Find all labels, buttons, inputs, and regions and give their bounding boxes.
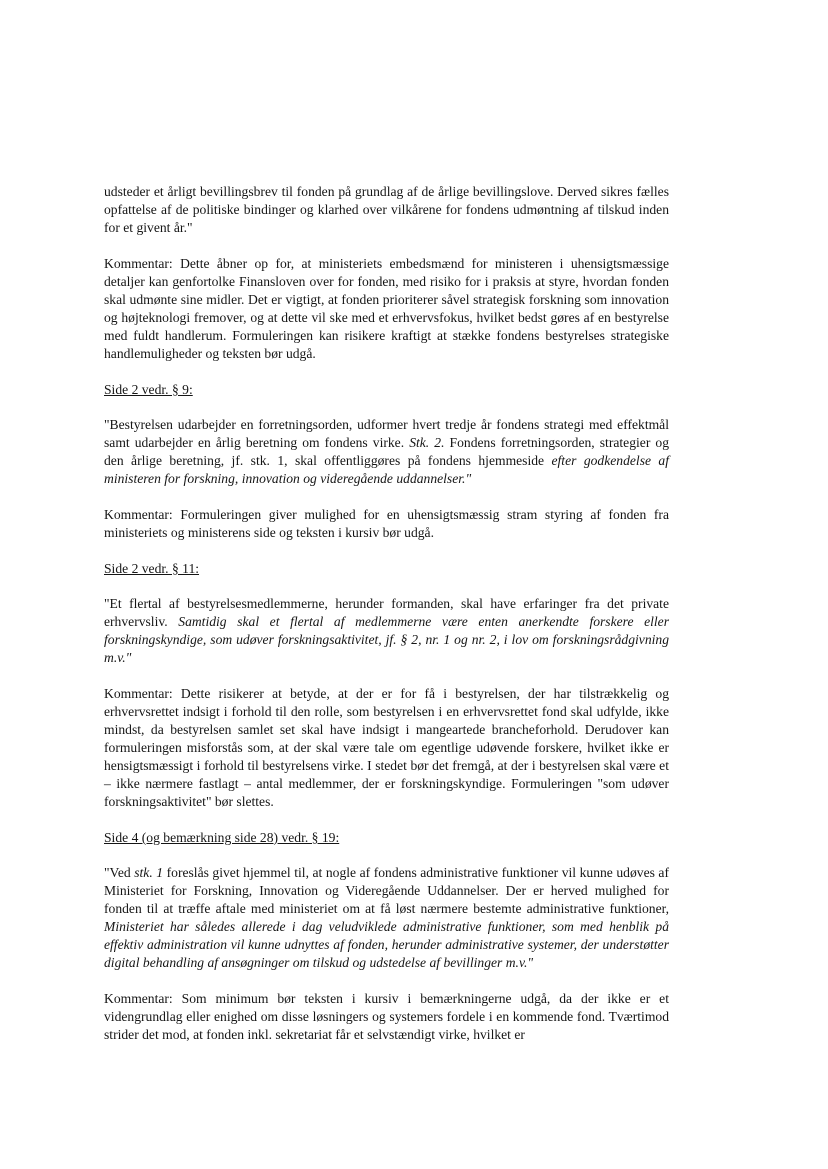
text-run: Fondens forretningsorden, strategier og den årlige beretning, jf. stk. 1, skal offentliggøres på fondens hjemmeside: [104, 435, 670, 468]
paragraph: [104, 255, 669, 363]
italic-text: stk. 1: [134, 865, 164, 880]
italic-text: efter godkendelse af ministeren for forskning, innovation og videregående uddannelser.": [104, 453, 670, 486]
paragraph: [104, 506, 669, 542]
italic-text: Stk. 2.: [409, 435, 445, 450]
paragraph: [104, 685, 669, 811]
paragraph: [104, 416, 669, 488]
section-heading: Side 4 (og bemærkning side 28) vedr. § 19:: [104, 830, 340, 845]
text-run: Kommentar: Dette åbner op for, at ministeriets embedsmænd for ministeren i uhensigtsmæssige detaljer kan genfortolke Finansloven over for fonden, med risiko for i praksis at styre, hvordan fonden skal udmønte sine midler. Det er vigtigt, at fonden prioriterer såvel strategisk forskning som innovation og højteknologi fremover, og at dette vil ske med et erhvervsfokus, hvilket bedst gøres af en bestyrelse med fuldt handlerum. Formuleringen kan risikere kraftigt at stække fondens bestyrelses strategiske handlemuligheder og teksten bør udgå.: [104, 256, 669, 361]
section-heading: Side 2 vedr. § 9:: [104, 382, 193, 397]
text-run: Kommentar: Som minimum bør teksten i kursiv i bemærkningerne udgå, da der ikke er et videngrundlag eller enighed om disse løsningers og systemers fordele i en kommende fond. Tværtimod strider det mod, at fonden inkl. sekretariat får et selvstændigt virke, hvilket er: [104, 991, 669, 1042]
document-body: [104, 183, 669, 1062]
paragraph: [104, 183, 669, 237]
text-run: foreslås givet hjemmel til, at nogle af fondens administrative funktioner vil kunne udøves af Ministeriet for Forskning, Innovation og Videregående Uddannelser. Der er herved mulighed for fonden til at træffe aftale med ministeriet om at få løst nærmere bestemte administrative funktioner,: [104, 865, 669, 916]
paragraph: [104, 595, 669, 667]
text-run: Kommentar: Dette risikerer at betyde, at der er for få i bestyrelsen, der har tilstrækkelig og erhvervsrettet indsigt i forhold til den rolle, som bestyrelsen i en erhvervsrettet fond skal udfylde, ikke mindst, da bestyrelsen samlet set skal have indsigt i mangeartede brancheforhold. Derudover kan formuleringen misforstås som, at der skal være tale om egentlige udøvende forskere, hvilket ikke er hensigtsmæssigt i forhold til bestyrelsens virke. I stedet bør det fremgå, at der i bestyrelsen skal være et – ikke nærmere fastlagt – antal medlemmer, der er forskningskyndige. Formuleringen "som udøver forskningsaktivitet" bør slettes.: [104, 686, 669, 809]
section-heading: Side 2 vedr. § 11:: [104, 561, 200, 576]
italic-text: Samtidig skal et flertal af medlemmerne være enten anerkendte forskere eller forskningskyndige, som udøver forskningsaktivitet, jf. § 2, nr. 1 og nr. 2, i lov om forskningsrådgivning m.v.": [104, 614, 669, 665]
text-run: "Bestyrelsen udarbejder en forretningsorden, udformer hvert tredje år fondens strategi med effektmål samt udarbejder en årlig beretning om fondens virke.: [104, 417, 669, 450]
paragraph: [104, 990, 669, 1044]
text-run: Kommentar: Formuleringen giver mulighed for en uhensigtsmæssig stram styring af fonden fra ministeriets og ministerens side og teksten i kursiv bør udgå.: [104, 507, 669, 540]
text-run: udsteder et årligt bevillingsbrev til fonden på grundlag af de årlige bevillingslove. Derved sikres fælles opfattelse af de politiske bindinger og klarhed over vilkårene for fondens udmøntning af tilskud inden for et givent år.": [104, 184, 669, 235]
text-run: "Ved: [104, 865, 135, 880]
paragraph: [104, 864, 669, 972]
italic-text: Ministeriet har således allerede i dag veludviklede administrative funktioner, som med henblik på effektiv administration vil kunne udnyttes af fonden, herunder administrative systemer, der understøtter digital behandling af ansøgninger om tilskud og udstedelse af bevillinger m.v.": [104, 919, 669, 970]
text-run: "Et flertal af bestyrelsesmedlemmerne, herunder formanden, skal have erfaringer fra det private erhvervsliv.: [104, 596, 669, 629]
